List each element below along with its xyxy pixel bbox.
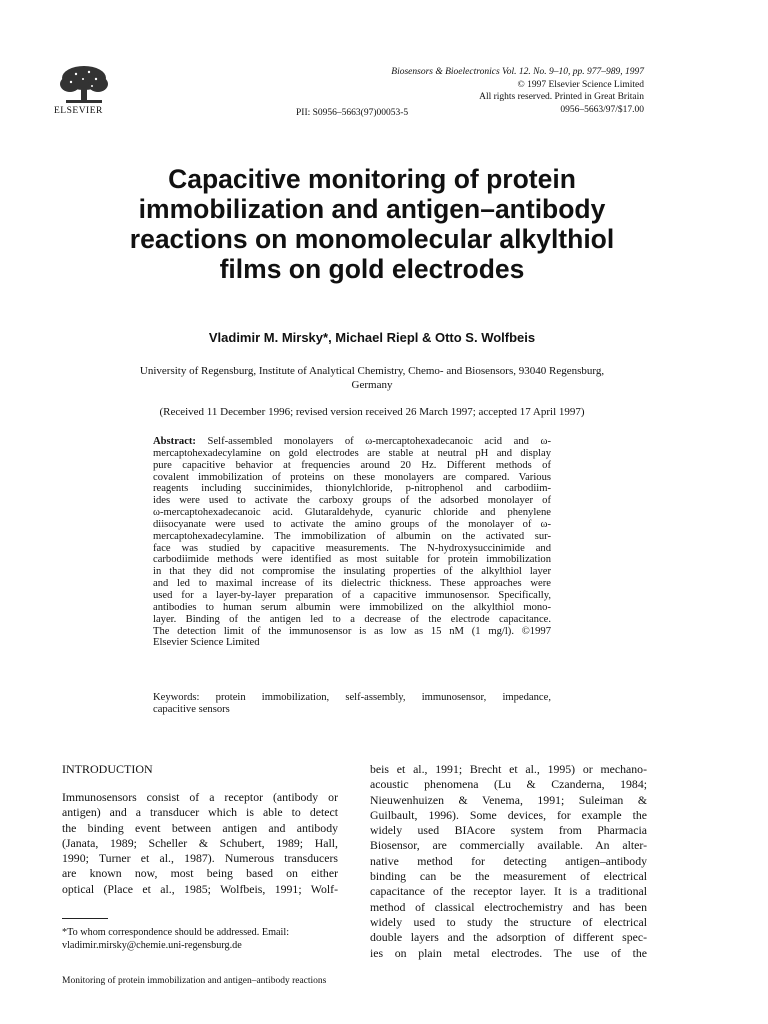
abstract-line: mercaptohexadecylamine on gold electrodes are stable at neutral pH and display bbox=[153, 447, 551, 459]
journal-line: Biosensors & Bioelectronics Vol. 12. No. 9–10, pp. 977–989, 1997 bbox=[391, 67, 644, 77]
keywords-line: capacitive sensors bbox=[153, 704, 230, 715]
body-line: Immunosensors consist of a receptor (antibody or bbox=[62, 790, 338, 804]
journal-line: All rights reserved. Printed in Great Britain bbox=[479, 92, 644, 103]
section-heading-introduction: INTRODUCTION bbox=[62, 762, 153, 776]
abstract-line: Elsevier Science Limited bbox=[153, 637, 260, 649]
abstract-line: layer. Binding of the antigen led to a decrease of the electrode capacitance. bbox=[153, 613, 551, 625]
body-line: the binding event between antigen and antibody bbox=[62, 820, 338, 835]
body-line: widely used BIAcore system from Pharmacia bbox=[370, 823, 647, 838]
abstract bbox=[153, 436, 551, 649]
abstract-line bbox=[153, 436, 551, 448]
footnote-line: *To whom correspondence should be addressed. Email: bbox=[62, 927, 290, 938]
title-line: immobilization and antigen–antibody bbox=[138, 194, 606, 224]
pii-identifier: PII: S0956–5663(97)00053-5 bbox=[296, 108, 409, 118]
abstract-line: pure capacitive behavior at frequencies around 20 Hz. Different methods of bbox=[153, 459, 551, 471]
abstract-line: reagents including succinimides, thionylchloride, p-nitrophenol and carbodiim- bbox=[153, 483, 551, 495]
body-line: binding can be the measurement of electrical bbox=[370, 869, 647, 884]
abstract-line: diisocyanate were used to activate the amino groups of the monolayer of ω- bbox=[153, 518, 551, 530]
body-line: Guilbault, 1996). Some devices, for example the bbox=[370, 807, 647, 822]
paper-title bbox=[40, 164, 704, 284]
body-line: widely used to study the structure of electrical bbox=[370, 914, 647, 929]
body-line: Biosensor, are commercially available. An alter- bbox=[370, 838, 647, 853]
left-column bbox=[62, 790, 338, 897]
footnote bbox=[62, 926, 338, 952]
abstract-line: The detection limit of the immunosensor is as low as 15 nM (1 mg/l). ©1997 bbox=[153, 625, 551, 637]
journal-citation bbox=[391, 66, 644, 116]
abstract-line: face was studied by capacitive measurements. The N-hydroxysuccinimide and bbox=[153, 542, 551, 554]
abstract-label: Abstract: bbox=[153, 436, 196, 447]
body-line: antigen) and a transducer which is able to detect bbox=[62, 805, 338, 820]
abstract-text: Self-assembled monolayers of ω-mercaptohexadecanoic acid and ω- bbox=[207, 436, 551, 447]
body-line: optical (Place et al., 1985; Wolfbeis, 1991; Wolf- bbox=[62, 881, 338, 896]
received-dates: (Received 11 December 1996; revised version received 26 March 1997; accepted 17 April 1997) bbox=[159, 406, 585, 418]
title-line: reactions on monomolecular alkylthiol bbox=[129, 224, 615, 254]
affiliation-line: Germany bbox=[351, 379, 393, 391]
keywords-line bbox=[153, 692, 551, 704]
keywords bbox=[153, 692, 551, 716]
title-line: Capacitive monitoring of protein bbox=[168, 164, 576, 194]
body-line: (Janata, 1989; Scheller & Schubert, 1989; Hall, bbox=[62, 835, 338, 850]
abstract-line: antibodies to human serum albumin were immobilized on the alkylthiol mono- bbox=[153, 601, 551, 613]
footnote-email[interactable]: vladimir.mirsky@chemie.uni-regensburg.de bbox=[62, 940, 242, 951]
body-line: Nieuwenhuizen & Venema, 1991; Suleiman & bbox=[370, 792, 647, 807]
abstract-line: mercaptohexadecylamine. The immobilization of albumin on the activated sur- bbox=[153, 530, 551, 542]
keywords-text: protein immobilization, self-assembly, immunosensor, impedance, bbox=[215, 692, 551, 703]
body-line: method of classical electrochemistry and has been bbox=[370, 899, 647, 914]
abstract-line: covalent immobilization of proteins on these monolayers are compared. Various bbox=[153, 471, 551, 483]
journal-line: 0956–5663/97/$17.00 bbox=[560, 104, 644, 115]
journal-line: © 1997 Elsevier Science Limited bbox=[517, 79, 644, 90]
abstract-line: in that they did not compromise the insulating properties of the alkylthiol layer bbox=[153, 566, 551, 578]
abstract-line: ides were used to activate the carboxy groups of the adsorbed monolayer of bbox=[153, 495, 551, 507]
footnote-rule bbox=[62, 918, 108, 919]
body-line: native method for detecting antigen–antibody bbox=[370, 853, 647, 868]
abstract-line: and led to maximal increase of its dielectric thickness. These approaches were bbox=[153, 578, 551, 590]
body-line: capacitance of the receptor layer. It is a traditional bbox=[370, 884, 647, 899]
affiliation-line: University of Regensburg, Institute of Analytical Chemistry, Chemo- and Biosensors, 93040 Regensburg, bbox=[139, 365, 605, 377]
body-line: 1990; Turner et al., 1987). Numerous transducers bbox=[62, 851, 338, 866]
body-line: are known now, most being based on either bbox=[62, 866, 338, 881]
author-list: Vladimir M. Mirsky*, Michael Riepl & Otto S. Wolfbeis bbox=[208, 330, 536, 345]
abstract-line: ω-mercaptohexadecanoic acid. Glutaraldehyde, cyanuric chloride and phenylene bbox=[153, 507, 551, 519]
keywords-label: Keywords: bbox=[153, 692, 200, 703]
body-line: acoustic phenomena (Lu & Czanderna, 1984; bbox=[370, 777, 647, 792]
title-line: films on gold electrodes bbox=[219, 254, 525, 284]
abstract-line: used for a layer-by-layer preparation of a capacitive immunosensor. Specifically, bbox=[153, 589, 551, 601]
publisher-name: ELSEVIER bbox=[54, 106, 103, 116]
body-line: ies on plain metal electrodes. The use of the bbox=[370, 945, 647, 960]
body-line: double layers and the adsorption of different spec- bbox=[370, 930, 647, 945]
affiliation bbox=[60, 364, 684, 392]
right-column bbox=[370, 762, 647, 961]
abstract-line: carbodiimide methods were identified as most suitable for protein immobilization bbox=[153, 554, 551, 566]
running-footer: Monitoring of protein immobilization and antigen–antibody reactions bbox=[62, 976, 327, 986]
body-line: beis et al., 1991; Brecht et al., 1995) or mechano- bbox=[370, 762, 647, 776]
